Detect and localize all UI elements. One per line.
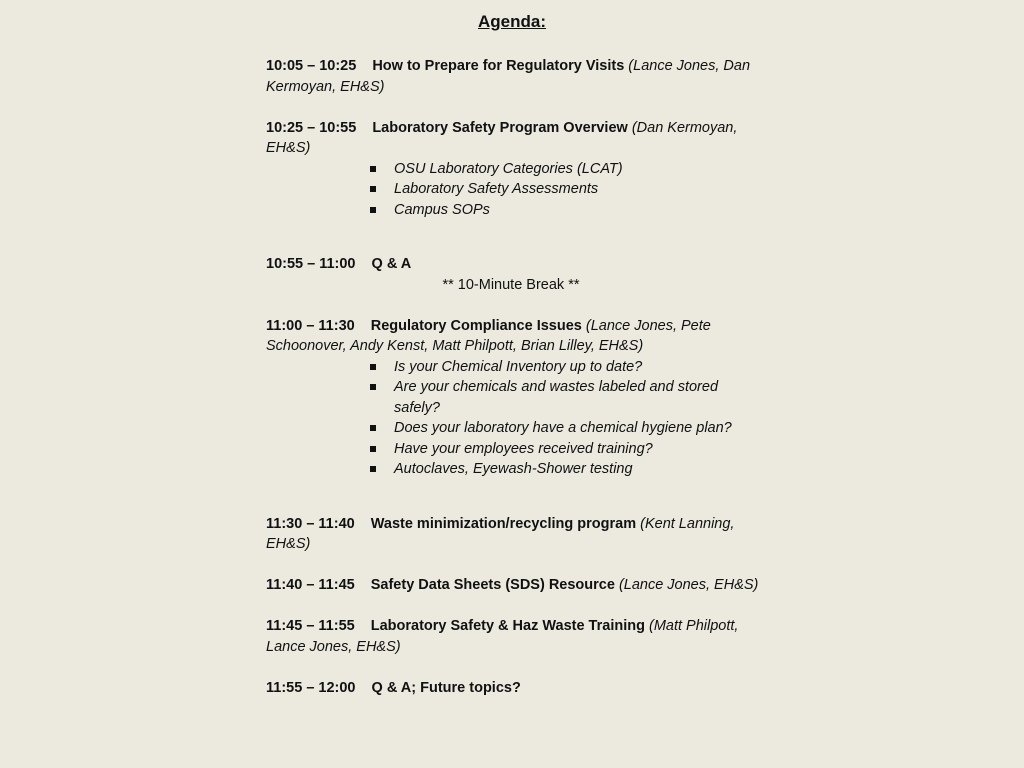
bullet-text: Is your Chemical Inventory up to date? <box>394 358 643 375</box>
break-notice: ** 10-Minute Break ** <box>442 276 580 293</box>
agenda-time: 11:30 – 11:40 <box>266 515 355 532</box>
bullet-text: OSU Laboratory Categories (LCAT) <box>394 160 623 177</box>
agenda-item <box>266 575 766 596</box>
agenda-time: 11:55 – 12:00 <box>266 679 356 696</box>
bullet-text: Autoclaves, Eyewash-Shower testing <box>394 461 633 477</box>
bullet-item <box>370 200 766 221</box>
agenda-item <box>266 616 766 657</box>
agenda-topic: Regulatory Compliance Issues <box>370 317 582 334</box>
square-bullet-icon <box>370 425 376 431</box>
bullet-item <box>370 357 766 378</box>
agenda-time: 10:25 – 10:55 <box>266 119 357 136</box>
square-bullet-icon <box>370 466 376 472</box>
agenda-title: Agenda: <box>478 12 546 31</box>
agenda-item <box>266 254 766 275</box>
agenda-list <box>266 56 766 698</box>
agenda-time: 10:55 – 11:00 <box>266 256 356 272</box>
bullet-item <box>370 179 766 200</box>
agenda-item <box>266 56 766 97</box>
agenda-topic: Q & A; Future topics? <box>371 679 521 696</box>
agenda-item <box>266 678 766 699</box>
bullet-item <box>370 459 766 480</box>
agenda-bullets <box>266 159 766 221</box>
bullet-item <box>370 439 766 460</box>
agenda-speakers: (Matt Philpott, Lance Jones, EH&S) <box>266 618 739 655</box>
agenda-time: 11:45 – 11:55 <box>266 618 355 634</box>
agenda-item <box>266 514 766 555</box>
bullet-text: Are your chemicals and wastes labeled and stored safely? <box>394 379 719 416</box>
agenda-item <box>266 118 766 159</box>
agenda-topic: Q & A <box>371 256 412 272</box>
bullet-item <box>370 159 766 180</box>
agenda-speakers: (Lance Jones, Pete Schoonover, Andy Kenst, Matt Philpott, Brian Lilley, EH&S) <box>266 317 711 354</box>
agenda-topic: Safety Data Sheets (SDS) Resource <box>370 577 615 593</box>
agenda-item <box>266 316 766 357</box>
agenda-speakers: (Dan Kermoyan, EH&S) <box>266 119 738 156</box>
agenda-topic: Laboratory Safety & Haz Waste Training <box>370 618 645 634</box>
agenda-speakers: (Lance Jones, EH&S) <box>618 577 759 593</box>
square-bullet-icon <box>370 166 376 172</box>
square-bullet-icon <box>370 186 376 192</box>
bullet-text: Campus SOPs <box>394 201 490 218</box>
agenda-time: 10:05 – 10:25 <box>266 58 357 74</box>
agenda-topic: Waste minimization/recycling program <box>370 515 637 532</box>
agenda-speakers: (Kent Lanning, EH&S) <box>266 515 735 552</box>
bullet-text: Laboratory Safety Assessments <box>394 181 599 197</box>
agenda-bullets <box>266 357 766 480</box>
bullet-item <box>370 377 766 418</box>
agenda-speakers: (Lance Jones, Dan Kermoyan, EH&S) <box>266 58 751 95</box>
bullet-text: Have your employees received training? <box>394 440 653 457</box>
square-bullet-icon <box>370 446 376 452</box>
agenda-time: 11:00 – 11:30 <box>266 317 355 334</box>
square-bullet-icon <box>370 384 376 390</box>
bullet-text: Does your laboratory have a chemical hygiene plan? <box>394 420 732 436</box>
agenda-topic: How to Prepare for Regulatory Visits <box>372 58 625 74</box>
square-bullet-icon <box>370 207 376 213</box>
bullet-item <box>370 418 766 439</box>
agenda-topic: Laboratory Safety Program Overview <box>372 119 628 136</box>
agenda-time: 11:40 – 11:45 <box>266 577 355 593</box>
square-bullet-icon <box>370 364 376 370</box>
